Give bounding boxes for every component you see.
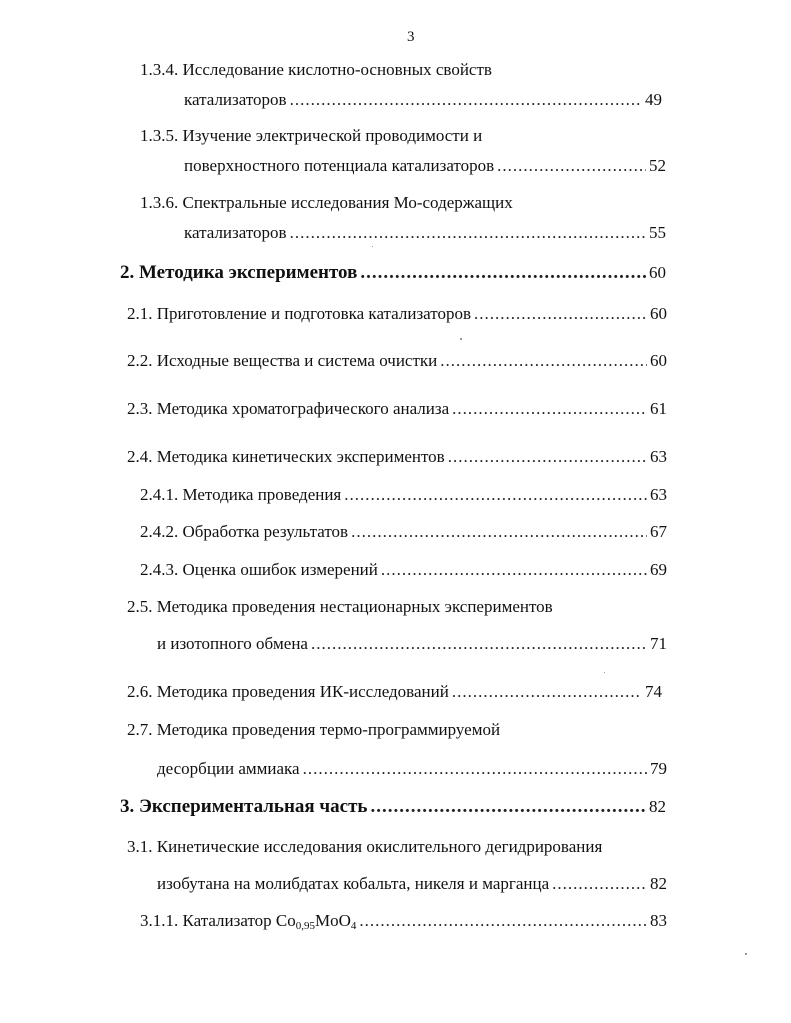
toc-page-number: 60 xyxy=(649,263,666,282)
toc-entry-1-3-4 xyxy=(140,59,492,81)
toc-leader-dots xyxy=(381,559,647,581)
toc-entry-title: 3.1. Кинетические исследования окислительного дегидрирования xyxy=(127,837,603,856)
toc-entry-1-3-5-cont xyxy=(184,155,666,177)
toc-entry-title: 2.7. Методика проведения термо-программируемой xyxy=(127,720,501,739)
toc-entry-title: катализаторов xyxy=(184,90,287,109)
toc-entry-2-4-3 xyxy=(140,559,667,581)
toc-entry-1-3-5 xyxy=(140,125,482,147)
toc-section-title: 2. Методика экспериментов xyxy=(120,262,358,283)
toc-entry-1-3-6 xyxy=(140,192,513,214)
toc-entry-title: и изотопного обмена xyxy=(157,634,308,653)
toc-entry-title: поверхностного потенциала катализаторов xyxy=(184,156,495,175)
scan-speck xyxy=(745,953,747,955)
toc-page-number: 82 xyxy=(650,874,667,893)
toc-page-number: 63 xyxy=(650,447,667,466)
toc-leader-dots xyxy=(303,758,647,780)
toc-entry-3-1-1 xyxy=(140,910,667,932)
toc-page-number: 49 xyxy=(645,90,662,109)
toc-entry-title: 1.3.5. Изучение электрической проводимости и xyxy=(140,126,483,145)
toc-entry-title: 1.3.6. Спектральные исследования Мо-содержащих xyxy=(140,193,513,212)
toc-leader-dots xyxy=(359,910,647,932)
toc-page-number: 60 xyxy=(650,304,667,323)
toc-entry-2-4-2 xyxy=(140,521,667,543)
toc-page-number: 79 xyxy=(650,759,667,778)
toc-entry-title: 1.3.4. Исследование кислотно-основных свойств xyxy=(140,60,492,79)
toc-entry-3-1-cont xyxy=(157,873,667,895)
toc-leader-dots xyxy=(290,222,646,244)
toc-leader-dots xyxy=(452,681,642,703)
toc-entry-2-4-1 xyxy=(140,484,667,506)
toc-entry-title: 2.4. Методика кинетических экспериментов xyxy=(127,447,445,466)
toc-leader-dots xyxy=(311,633,647,655)
toc-entry-title: 2.4.1. Методика проведения xyxy=(140,485,342,504)
toc-leader-dots xyxy=(370,796,646,818)
toc-entry-1-3-4-cont xyxy=(184,89,662,111)
toc-page-number: 83 xyxy=(650,911,667,930)
toc-page-number: 67 xyxy=(650,522,667,541)
toc-entry-2-4 xyxy=(127,446,667,468)
toc-section-title: 3. Экспериментальная часть xyxy=(120,796,368,817)
toc-entry-title: изобутана на молибдатах кобальта, никеля и марганца xyxy=(157,874,550,893)
toc-entry-title: катализаторов xyxy=(184,223,287,242)
toc-entry-title: 2.5. Методика проведения нестационарных экспериментов xyxy=(127,597,553,616)
toc-entry-title: 2.4.3. Оценка ошибок измерений xyxy=(140,560,378,579)
toc-entry-title: 2.1. Приготовление и подготовка катализаторов xyxy=(127,304,472,323)
toc-entry-title: 2.4.2. Обработка результатов xyxy=(140,522,349,541)
toc-page-number: 69 xyxy=(650,560,667,579)
toc-entry-title: десорбции аммиака xyxy=(157,759,300,778)
scan-speck xyxy=(460,338,462,340)
toc-section-2 xyxy=(120,262,666,284)
toc-entry-3-1 xyxy=(127,836,602,858)
toc-leader-dots xyxy=(497,155,646,177)
toc-leader-dots xyxy=(474,303,647,325)
toc-entry-title: 2.2. Исходные вещества и система очистки xyxy=(127,351,438,370)
toc-entry-title: 3.1.1. Катализатор $Co_{0,95}MoO_4$ xyxy=(140,911,357,932)
toc-leader-dots xyxy=(344,484,647,506)
scan-speck xyxy=(372,246,373,247)
toc-leader-dots xyxy=(448,446,647,468)
toc-entry-2-2 xyxy=(127,350,667,372)
toc-entry-title: 2.3. Методика хроматографического анализа xyxy=(127,399,450,418)
scan-speck xyxy=(604,672,605,673)
toc-leader-dots xyxy=(290,89,642,111)
toc-page-number: 60 xyxy=(650,351,667,370)
toc-leader-dots xyxy=(452,398,647,420)
toc-page-number: 82 xyxy=(649,797,666,816)
toc-entry-2-3 xyxy=(127,398,667,420)
toc-entry-2-5-cont xyxy=(157,633,667,655)
toc-entry-2-6 xyxy=(127,681,662,703)
toc-entry-2-7 xyxy=(127,719,500,741)
toc-entry-title: 2.6. Методика проведения ИК-исследований xyxy=(127,682,449,701)
toc-leader-dots xyxy=(360,262,646,284)
toc-entry-2-1 xyxy=(127,303,667,325)
toc-entry-1-3-6-cont xyxy=(184,222,666,244)
toc-page-number: 52 xyxy=(649,156,666,175)
toc-page-number: 63 xyxy=(650,485,667,504)
toc-page-number: 55 xyxy=(649,223,666,242)
page-number: 3 xyxy=(407,29,415,45)
toc-entry-2-7-cont xyxy=(157,758,667,780)
toc-leader-dots xyxy=(351,521,647,543)
toc-leader-dots xyxy=(440,350,647,372)
toc-page-number: 61 xyxy=(650,399,667,418)
toc-page-number: 71 xyxy=(650,634,667,653)
toc-page-number: 74 xyxy=(645,682,662,701)
toc-leader-dots xyxy=(552,873,647,895)
toc-entry-2-5 xyxy=(127,596,553,618)
toc-section-3 xyxy=(120,796,666,818)
